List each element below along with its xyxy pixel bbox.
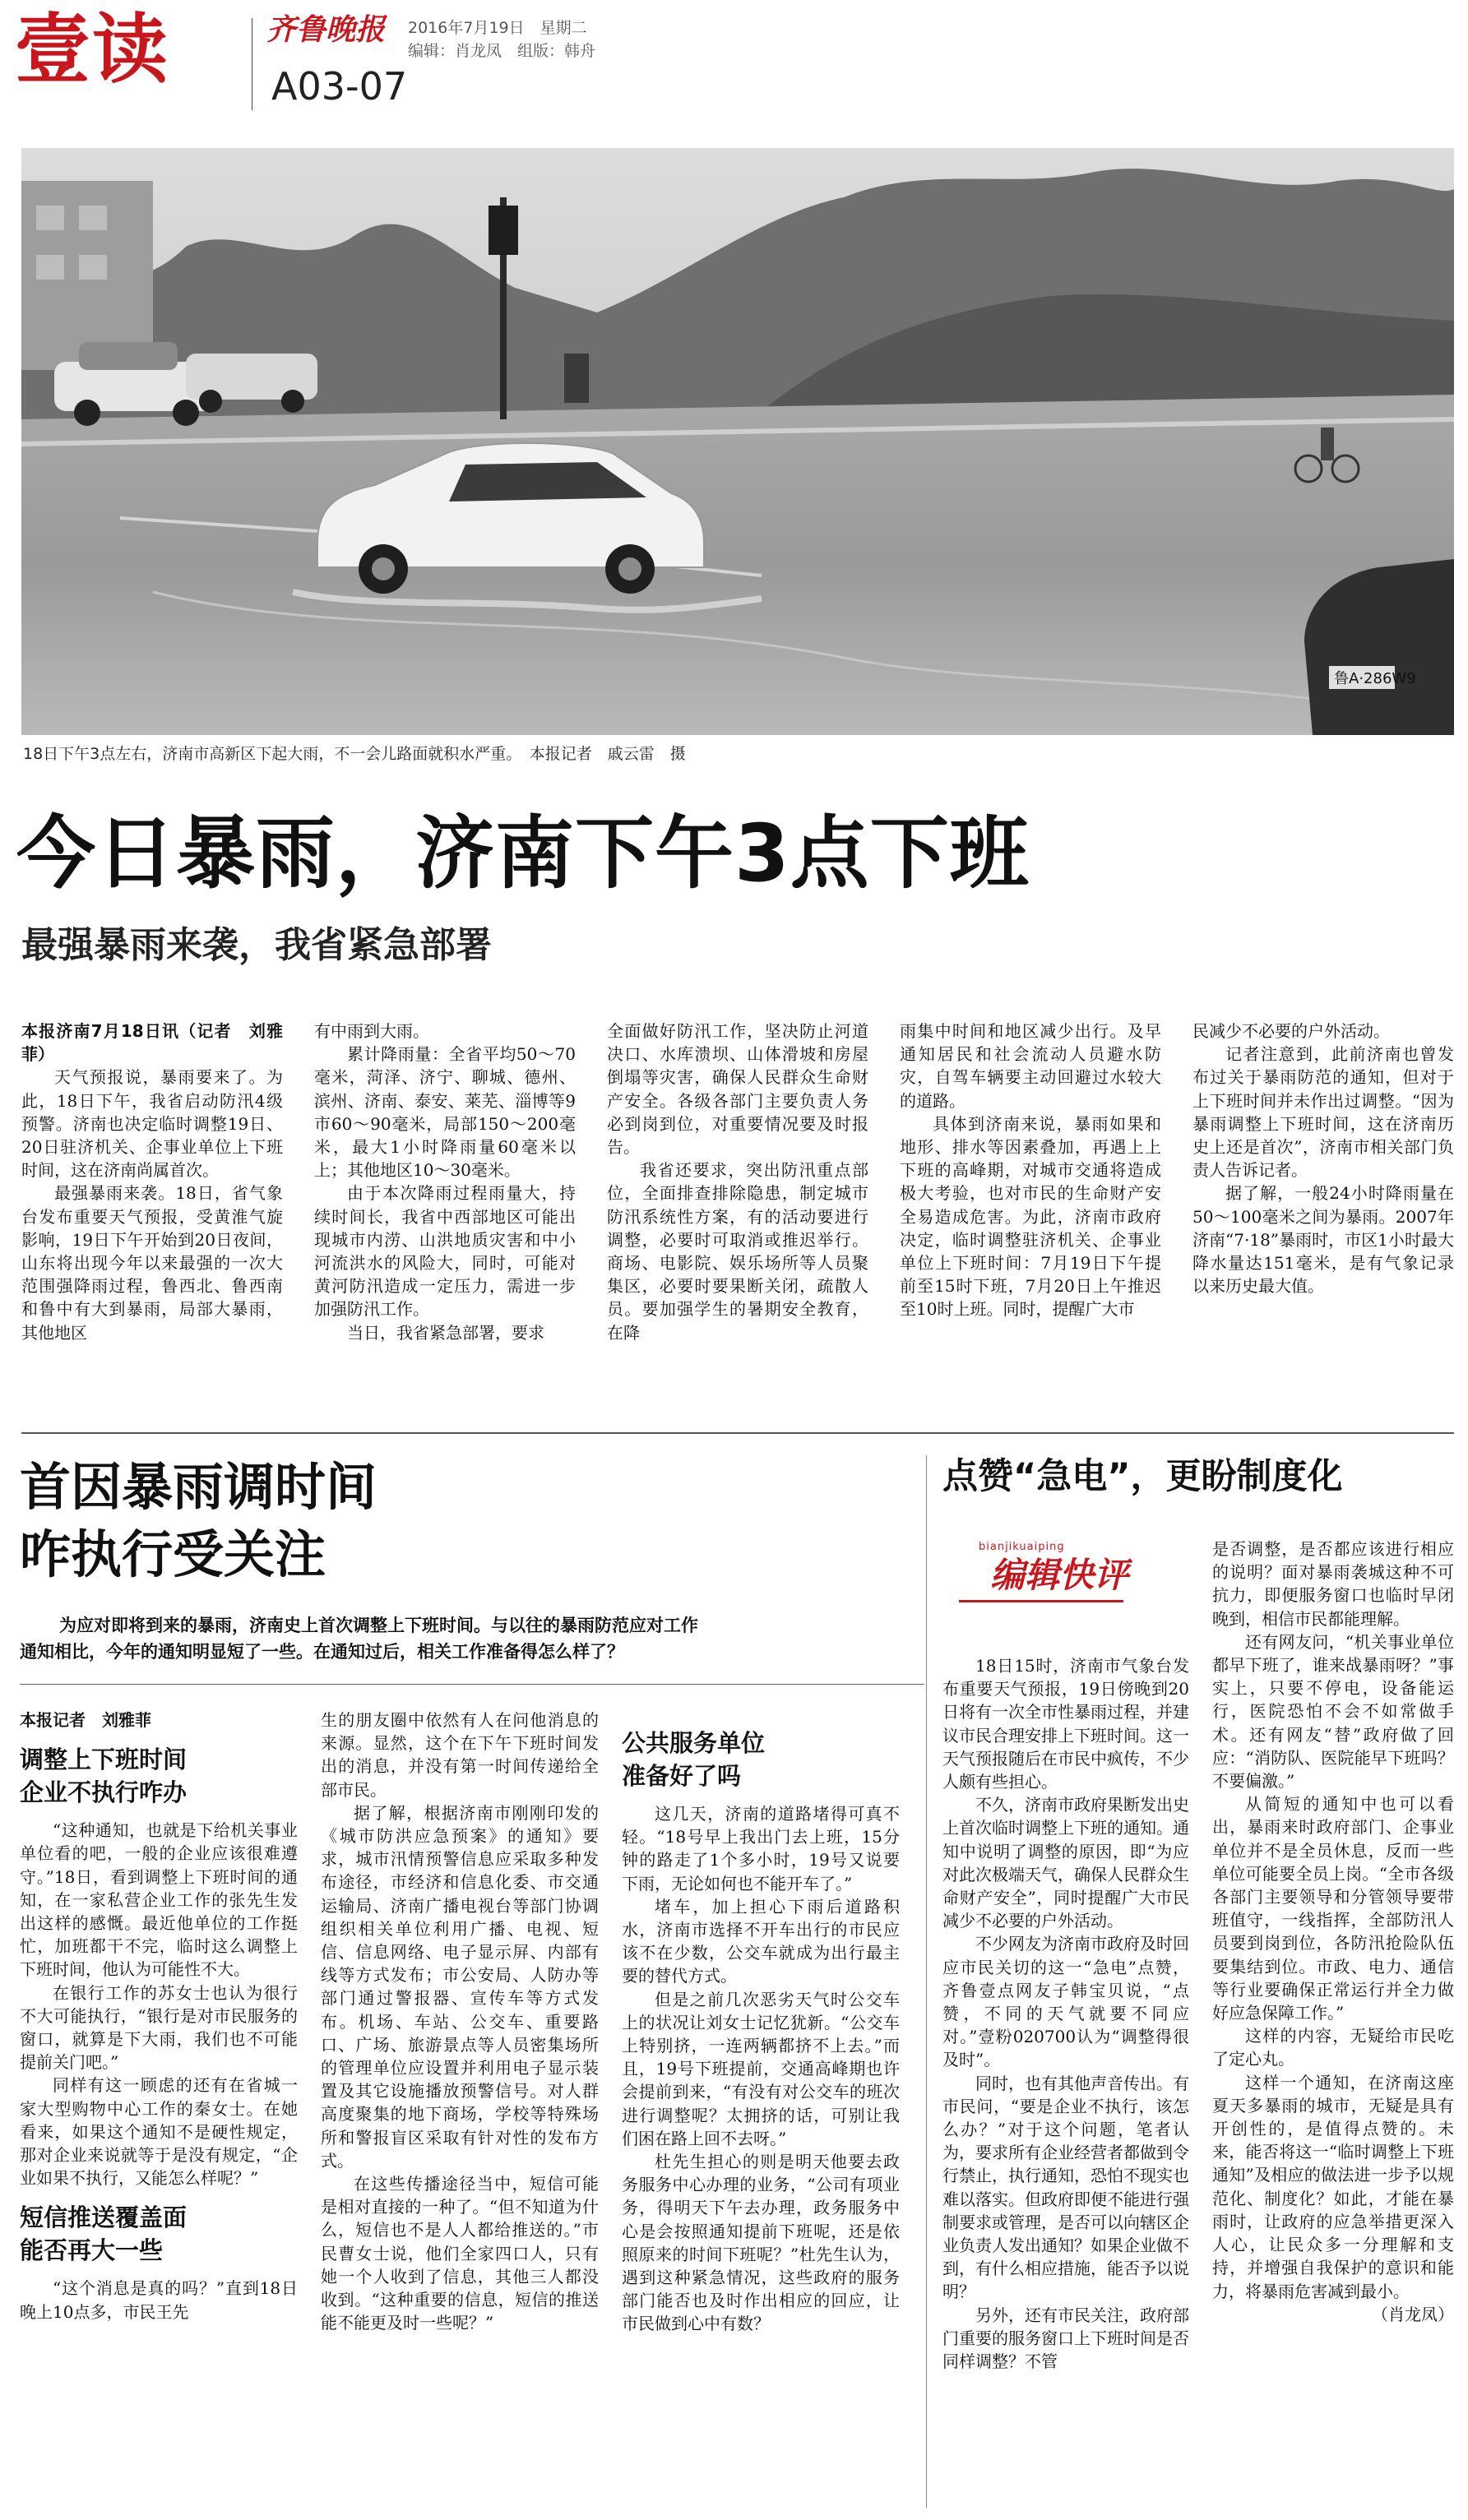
editorial-column-logo (954, 1541, 1135, 1623)
editorial-paragraph: 18日15时，济南市气象台发布重要天气预报，19日傍晚到20日将有一次全市性暴雨过程，并建议市民合理安排上下班时间。这一天气预报随后在市民中疯传，不少人颇有些担心。 (942, 1656, 1189, 1792)
second-paragraph: 杜先生担心的则是明天他要去政务服务中心办理的业务，“公司有项业务，得明天下午去办理，政务服务中心是会按照通知提前下班呢，还是依照原来的时间下班呢？”杜先生认为，遇到这种紧急情况，这些政府的服务部门能否也及时作出相应的回应，让市民做到心中有数？ (622, 2152, 900, 2334)
editorial-column-1 (942, 1654, 1189, 2501)
lead-paragraph: 据了解，一般24小时降雨量在50～100毫米之间为暴雨。2007年济南“7·18”暴雨时，市区1小时最大降水量达151毫米，是有气象记录以来历史最大值。 (1192, 1183, 1454, 1297)
lead-paragraph: 天气预报说，暴雨要来了。为此，18日下午，我省启动防汛4级预警。济南也决定临时调整19日、20日驻济机关、企事业单位上下班时间，这在济南尚属首次。 (21, 1067, 283, 1181)
editorial-paragraph: 这样一个通知，在济南这座夏天多暴雨的城市，无疑是具有开创性的，是值得点赞的。未来，能否将这一“临时调整上下班通知”及相应的做法进一步予以规范化、制度化？如此，才能在暴雨时，让政府的应急举措更深入人心，让民众多一分理解和支持，并增强自我保护的意识和能力，将暴雨危害减到最小。 (1212, 2072, 1454, 2301)
photo-caption: 18日下午3点左右，济南市高新区下起大雨，不一会儿路面就积水严重。 本报记者 戚云雷 摄 (23, 745, 686, 763)
section-divider (21, 1432, 1454, 1434)
lead-subhead: 最强暴雨来袭，我省紧急部署 (21, 924, 492, 966)
second-intro-line-1: 为应对即将到来的暴雨，济南史上首次调整上下班时间。与以往的暴雨防范应对工作 (59, 1616, 698, 1635)
lead-column-2 (314, 1020, 576, 1480)
column-divider (926, 1455, 927, 2508)
lead-column-1 (21, 1020, 283, 1480)
second-paragraph: 堵车，加上担心下雨后道路积水，济南市选择不开车出行的市民应该不在少数，公交车就成为出行最主要的替代方式。 (622, 1896, 900, 1986)
lead-byline: 本报济南7月18日讯（记者 刘雅菲） (21, 1021, 283, 1065)
second-byline: 本报记者 刘雅菲 (20, 1710, 151, 1730)
lead-paragraph: 我省还要求，突出防汛重点部位，全面排查排除隐患，制定城市防汛系统性方案，有的活动要进行调整，必要时可取消或推迟举行。商场、电影院、娱乐场所等人员聚集区，必要时要果断关闭，疏散人员。要加强学生的暑期安全教育，在降 (607, 1160, 868, 1343)
second-paragraph: 但是之前几次恶劣天气时公交车上的状况让刘女士记忆犹新。“公交车上特别挤，一连两辆都挤不上去。”而且，19号下班提前，交通高峰期也许会提前到来，“有没有对公交车的班次进行调整呢？太拥挤的话，可别让我们困在路上回不去呀。” (622, 1989, 900, 2148)
editorial-paragraph: 是否调整，是否都应该进行相应的说明？面对暴雨袭城这种不可抗力，即便服务窗口也临时早闭晚到，相信市民都能理解。 (1212, 1539, 1454, 1629)
second-paragraph: “这种通知，也就是下给机关事业单位看的吧，一般的企业应该很难遵守。”18日，看到调整上下班时间的通知，在一家私营企业工作的张先生发出这样的感慨。最近他单位的工作挺忙，加班都干不完，临时这么调整上下班时间，他认为可能性不大。 (20, 1820, 298, 1980)
second-paragraph: “这个消息是真的吗？”直到18日晚上10点多，市民王先 (20, 2278, 298, 2322)
editorial-headline: 点赞“急电”，更盼制度化 (942, 1456, 1343, 1497)
page-number: A03-07 (271, 64, 408, 109)
lead-column-4 (900, 1020, 1161, 1480)
editorial-paragraph: 另外，还有市民关注，政府部门重要的服务窗口上下班时间是否同样调整？不管 (942, 2305, 1189, 2372)
intro-rule (20, 1684, 924, 1685)
lead-paragraph: 雨集中时间和地区减少出行。及早通知居民和社会流动人员避水防灾，自驾车辆要主动回避过水较大的道路。 (900, 1021, 1161, 1111)
second-paragraph: 据了解，根据济南市刚刚印发的《城市防洪应急预案》的通知》要求，城市汛情预警信息应采取多种发布途径，市经济和信息化委、市交通运输局、济南广播电视台等部门协调组织相关单位利用广播、电视、短信、信息网络、电子显示屏、内部有线等方式发布；市公安局、人防办等部门通过警报器、宣传车等方式发布。机场、车站、公交车、重要路口、广场、旅游景点等人员密集场所的管理单位应设置并利用电子显示装置及其它设施播放预警信号。对人群高度聚集的地下商场，学校等特殊场所和警报盲区采取有针对性的发布方式。 (321, 1802, 599, 2171)
second-paragraph: 同样有这一顾虑的还有在省城一家大型购物中心工作的秦女士。在她看来，如果这个通知不是硬性规定，那对企业来说就等于是没有规定，“企业如果不执行，又能怎么样呢？” (20, 2075, 298, 2189)
lead-paragraph: 最强暴雨来袭。18日，省气象台发布重要天气预报，受黄淮气旋影响，19日下午开始到20日夜间，山东将出现今年以来最强的一次大范围强降雨过程，鲁西北、鲁西南和鲁中有大到暴雨，局部大暴雨，其他地区 (21, 1183, 283, 1343)
subheading-public-service: 公共服务单位 准备好了吗 (622, 1729, 766, 1790)
editorial-column-2 (1212, 1537, 1454, 2508)
second-column-3 (622, 1727, 900, 2506)
lead-paragraph: 具体到济南来说，暴雨如果和地形、排水等因素叠加，再遇上上下班的高峰期，对城市交通将造成极大考验，也对市民的生命财产安全易造成危害。为此，济南市政府决定，临时调整驻济机关、企事业单位上下班时间：7月19日下午提前至15时下班，7月20日上午推迟至10时上班。同时，提醒广大市 (900, 1113, 1161, 1320)
lead-headline: 今日暴雨，济南下午3点下班 (16, 807, 1030, 899)
editorial-paragraph: 这样的内容，无疑给市民吃了定心丸。 (1212, 2026, 1454, 2069)
editorial-paragraph: 不久，济南市政府果断发出史上首次临时调整上下班的通知。通知中说明了调整的原因，即“为应对此次极端天气，确保人民群众生命财产安全”，同时提醒广大市民减少不必要的户外活动。 (942, 1795, 1189, 1931)
second-paragraph: 这几天，济南的道路堵得可真不轻。“18号早上我出门去上班，15分钟的路走了1个多小时，19号又说要下雨，无论如何也不能开车了。” (622, 1804, 900, 1893)
lead-column-3 (607, 1020, 868, 1480)
lead-paragraph: 当日，我省紧急部署，要求 (347, 1322, 544, 1343)
column-pinyin: bianjikuaiping (979, 1541, 1065, 1553)
second-paragraph: 在这些传播途径当中，短信可能是相对直接的一种了。“但不知道为什么，短信也不是人人都给推送的。”市民曹女士说，他们全家四口人，只有她一个人收到了信息，其他三人都没收到。“这种重要的信息，短信的推送能不能更及时一些呢？” (321, 2174, 599, 2333)
column-logo-underline (959, 1600, 1123, 1602)
second-paragraph: 在银行工作的苏女士也认为很行不大可能执行，“银行是对市民服务的窗口，就算是下大雨，我们也不可能提前关门吧。” (20, 1982, 298, 2073)
subheading-sms: 短信推送覆盖面 能否再大一些 (20, 2203, 188, 2265)
second-intro-line-2: 通知相比，今年的通知明显短了一些。在通知过后，相关工作准备得怎么样了？ (20, 1642, 624, 1662)
editorial-paragraph: 同时，也有其他声音传出。有市民问，“要是企业不执行，该怎么办？”对于这个问题，笔者认为，要求所有企业经营者都做到令行禁止，执行通知，恐怕不现实也难以落实。但政府即便不能进行强制要求或管理，是否可以向辖区企业负责人发出通知？如果企业做不到，有什么相应措施，能否予以说明？ (942, 2073, 1189, 2302)
license-plate: 鲁A·286W9 (1334, 670, 1416, 687)
editorial-paragraph: 从简短的通知中也可以看出，暴雨来时政府部门、企事业单位并不是全员休息，反而一些单位可能要全员上岗。“全市各级各部门主要领导和分管领导要带班值守，一线指挥，全部防汛人员要到岗到位，各防汛抢险队伍要集结到位。市政、电力、通信等行业要确保正常运行并全力做好应急保障工作。” (1212, 1794, 1454, 2023)
subheading-schedule: 调整上下班时间 企业不执行咋办 (20, 1746, 188, 1807)
column-name: 编辑快评 (990, 1555, 1129, 1595)
lead-paragraph: 有中雨到大雨。 (314, 1021, 429, 1041)
lead-paragraph: 由于本次降雨过程雨量大，持续时间长，我省中西部地区可能出现城市内涝、山洪地质灾害和中小河流洪水的风险大，同时，可能对黄河防汛造成一定压力，需进一步加强防汛工作。 (314, 1183, 576, 1320)
second-headline-line-2: 咋执行受关注 (20, 1524, 326, 1584)
editorial-signature: （肖龙凤） (1372, 2304, 1454, 2324)
lead-column-5 (1192, 1020, 1454, 1480)
second-column-2 (321, 1709, 599, 2506)
photo-illustration (21, 148, 1454, 735)
rain-street-photo (21, 148, 1454, 735)
newspaper-logo: 齐鲁晚报 (266, 12, 386, 47)
issue-date: 2016年7月19日 星期二 (408, 19, 587, 37)
lead-paragraph: 民减少不必要的户外活动。 (1192, 1021, 1390, 1041)
second-paragraph: 生的朋友圈中依然有人在问他消息的来源。显然，这个在下午下班时间发出的消息，并没有第一时间传递给全部市民。 (321, 1710, 599, 1800)
page-editors: 编辑：肖龙凤 组版：韩舟 (408, 42, 596, 60)
second-column-1 (20, 1709, 298, 2506)
lead-paragraph: 记者注意到，此前济南也曾发布过关于暴雨防范的通知，但对于上下班时间并未作出过调整。“因为暴雨调整上下班时间，这在济南历史上还是首次”，济南市相关部门负责人告诉记者。 (1192, 1044, 1454, 1181)
editorial-paragraph: 不少网友为济南市政府及时回应市民关切的这一“急电”点赞，齐鲁壹点网友子韩宝贝说，“点赞，不同的天气就要不同应对。”壹粉020700认为“调整得很及时”。 (942, 1934, 1189, 2070)
second-headline-line-1: 首因暴雨调时间 (20, 1457, 377, 1517)
section-title: 壹读 (15, 6, 170, 94)
editorial-paragraph: 还有网友问，“机关事业单位都早下班了，谁来战暴雨呀？”事实上，只要不停电，设备能运行，医院恐怕不会不如常做手术。还有网友“替”政府做了回应：“消防队、医院能早下班吗？不要偏激。” (1212, 1631, 1454, 1792)
lead-paragraph: 累计降雨量：全省平均50～70毫米，菏泽、济宁、聊城、德州、滨州、济南、泰安、莱芜、淄博等9市60～90毫米，局部150～200毫米，最大1小时降雨量60毫米以上；其他地区10～30毫米。 (314, 1044, 576, 1181)
lead-paragraph: 全面做好防汛工作，坚决防止河道决口、水库溃坝、山体滑坡和房屋倒塌等灾害，确保人民群众生命财产安全。各级各部门主要负责人务必到岗到位，对重要情况要及时报告。 (607, 1021, 868, 1158)
